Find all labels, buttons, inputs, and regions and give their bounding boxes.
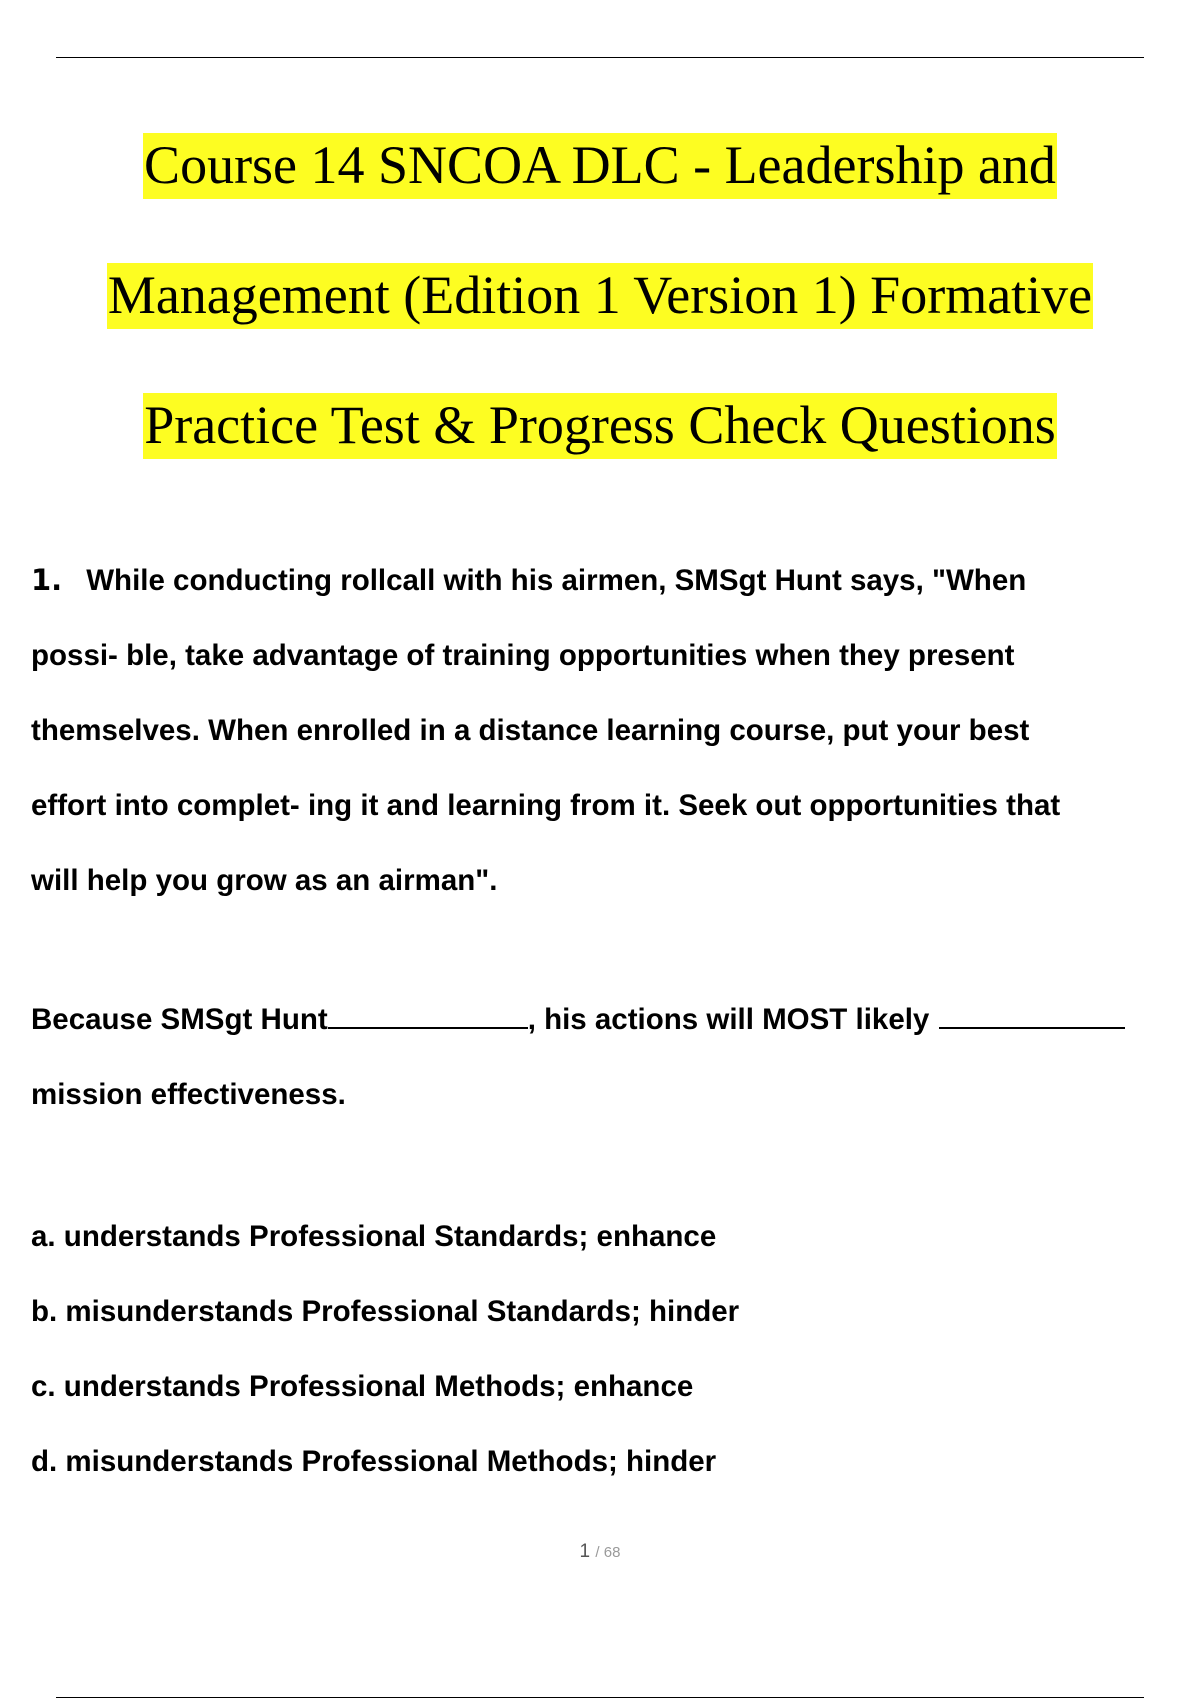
fill-in-part-2: , his actions will MOST likely <box>527 1003 930 1036</box>
title-line-text: Practice Test & Progress Check Questions <box>143 393 1057 459</box>
bottom-rule <box>56 1697 1144 1698</box>
fill-in-sentence <box>31 982 1171 1132</box>
title-line <box>0 250 1200 380</box>
answer-blank-2 <box>939 1027 1125 1029</box>
stem-line: While conducting rollcall with his airmen, SMSgt Hunt says, "When <box>86 564 1027 597</box>
title-line-text: Course 14 SNCOA DLC - Leadership and <box>143 133 1057 199</box>
title-line <box>0 120 1200 250</box>
question-stem <box>31 543 1171 918</box>
stem-line: themselves. When enrolled in a distance learning course, put your best <box>31 714 1030 747</box>
page-indicator <box>0 1541 1200 1563</box>
fill-in-part-1: Because SMSgt Hunt <box>31 1003 328 1036</box>
document-title <box>0 120 1200 510</box>
title-line-text: Management (Edition 1 Version 1) Formative <box>107 263 1093 329</box>
option-d: d. misunderstands Professional Methods; hinder <box>31 1445 717 1478</box>
title-line <box>0 380 1200 510</box>
top-rule <box>56 57 1144 58</box>
current-page: 1 <box>579 1541 591 1562</box>
option-b: b. misunderstands Professional Standards; hinder <box>31 1295 740 1328</box>
answer-blank-1 <box>328 1027 528 1029</box>
fill-in-part-3: mission effectiveness. <box>31 1078 346 1111</box>
answer-options <box>31 1199 739 1499</box>
question-number: 1. <box>31 563 63 597</box>
stem-line: possi- ble, take advantage of training opportunities when they present <box>31 639 1015 672</box>
stem-line: will help you grow as an airman". <box>31 864 498 897</box>
total-pages: / 68 <box>595 1544 621 1561</box>
option-c: c. understands Professional Methods; enhance <box>31 1370 694 1403</box>
stem-line: effort into complet- ing it and learning from it. Seek out opportunities that <box>31 789 1061 822</box>
option-a: a. understands Professional Standards; enhance <box>31 1220 717 1253</box>
